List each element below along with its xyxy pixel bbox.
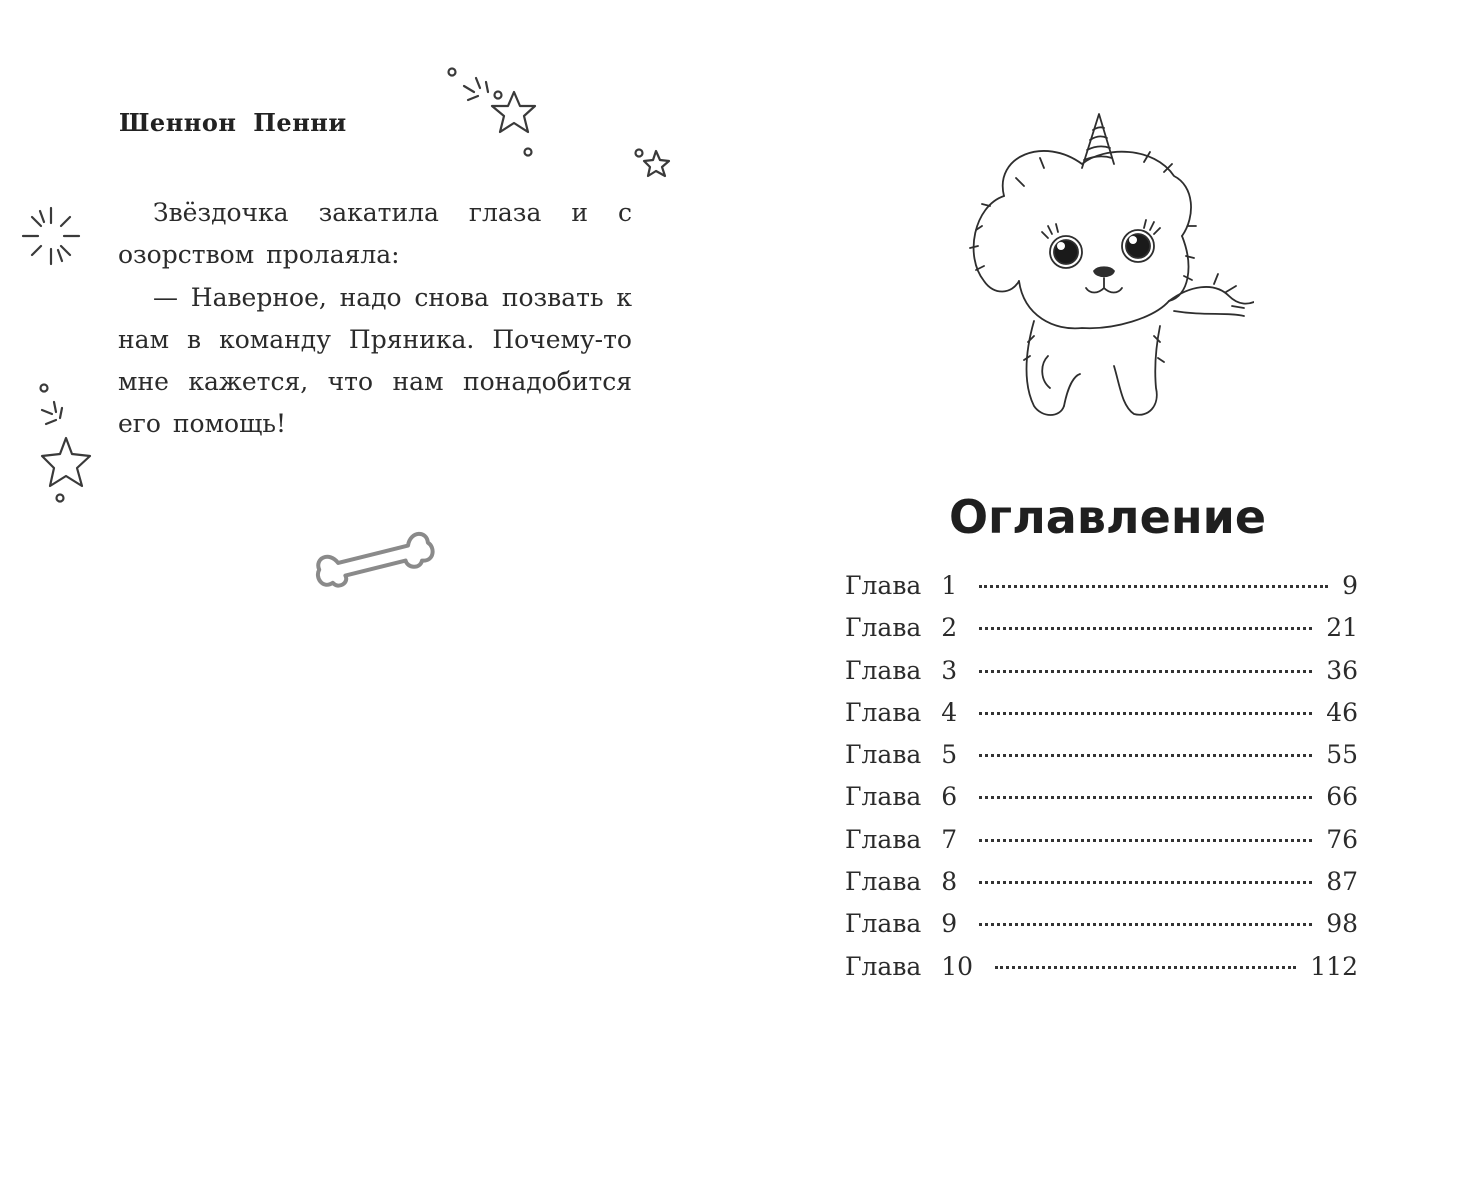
toc-page-number: 21 (1326, 613, 1358, 643)
sparkle-burst-icon (20, 205, 82, 267)
toc-chapter-label: Глава 9 (845, 909, 958, 939)
toc-chapter-label: Глава 4 (845, 697, 958, 727)
toc-page-number: 112 (1310, 951, 1358, 981)
toc-dot-leader (979, 754, 1312, 757)
running-head: Шеннон Пенни (119, 108, 347, 137)
small-star-icon (632, 143, 676, 183)
toc-row[interactable] (845, 782, 1358, 824)
unicorn-puppy-illustration (964, 106, 1254, 431)
toc-chapter-label: Глава 7 (845, 824, 958, 854)
toc-page-number: 9 (1342, 571, 1358, 600)
toc-row[interactable] (845, 825, 1358, 867)
star-icon (34, 378, 104, 508)
toc-row[interactable] (845, 656, 1358, 698)
toc-page-number: 76 (1326, 824, 1358, 854)
toc-dot-leader (979, 712, 1312, 715)
toc-dot-leader (979, 670, 1312, 673)
toc-title: Оглавление (948, 490, 1267, 544)
toc-dot-leader (979, 839, 1312, 842)
bone-icon (313, 524, 437, 600)
toc-chapter-label: Глава 1 (845, 571, 958, 600)
toc-page-number: 87 (1326, 867, 1358, 897)
paragraph: — Наверное, надо снова позвать к нам в команду Пряника. Почему-то мне кажется, что нам понадобится его помощь! (118, 282, 632, 439)
toc-row[interactable] (845, 698, 1358, 740)
table-of-contents (845, 571, 1358, 994)
toc-row[interactable] (845, 571, 1358, 613)
toc-chapter-label: Глава 5 (845, 740, 958, 770)
toc-dot-leader (979, 881, 1312, 884)
body-text (118, 192, 632, 446)
toc-chapter-label: Глава 8 (845, 867, 958, 897)
toc-page-number: 46 (1326, 697, 1358, 727)
toc-row[interactable] (845, 613, 1358, 655)
toc-chapter-label: Глава 2 (845, 613, 958, 643)
toc-row[interactable] (845, 740, 1358, 782)
toc-dot-leader (979, 796, 1312, 799)
star-cluster-icon (440, 62, 550, 162)
toc-chapter-label: Глава 6 (845, 782, 958, 812)
toc-row[interactable] (845, 867, 1358, 909)
toc-dot-leader (995, 966, 1296, 969)
toc-dot-leader (979, 627, 1312, 630)
paragraph: Звёздочка закатила глаза и с озорством пролаяла: (118, 198, 632, 270)
toc-page-number: 55 (1326, 740, 1358, 770)
toc-dot-leader (979, 923, 1312, 926)
toc-chapter-label: Глава 10 (845, 951, 974, 981)
toc-row[interactable] (845, 952, 1358, 994)
toc-dot-leader (979, 585, 1328, 588)
toc-chapter-label: Глава 3 (845, 655, 958, 685)
toc-page-number: 66 (1326, 782, 1358, 812)
toc-row[interactable] (845, 909, 1358, 951)
right-page (738, 0, 1477, 1182)
toc-page-number: 98 (1326, 909, 1358, 939)
toc-page-number: 36 (1326, 655, 1358, 685)
left-page (0, 0, 738, 1182)
